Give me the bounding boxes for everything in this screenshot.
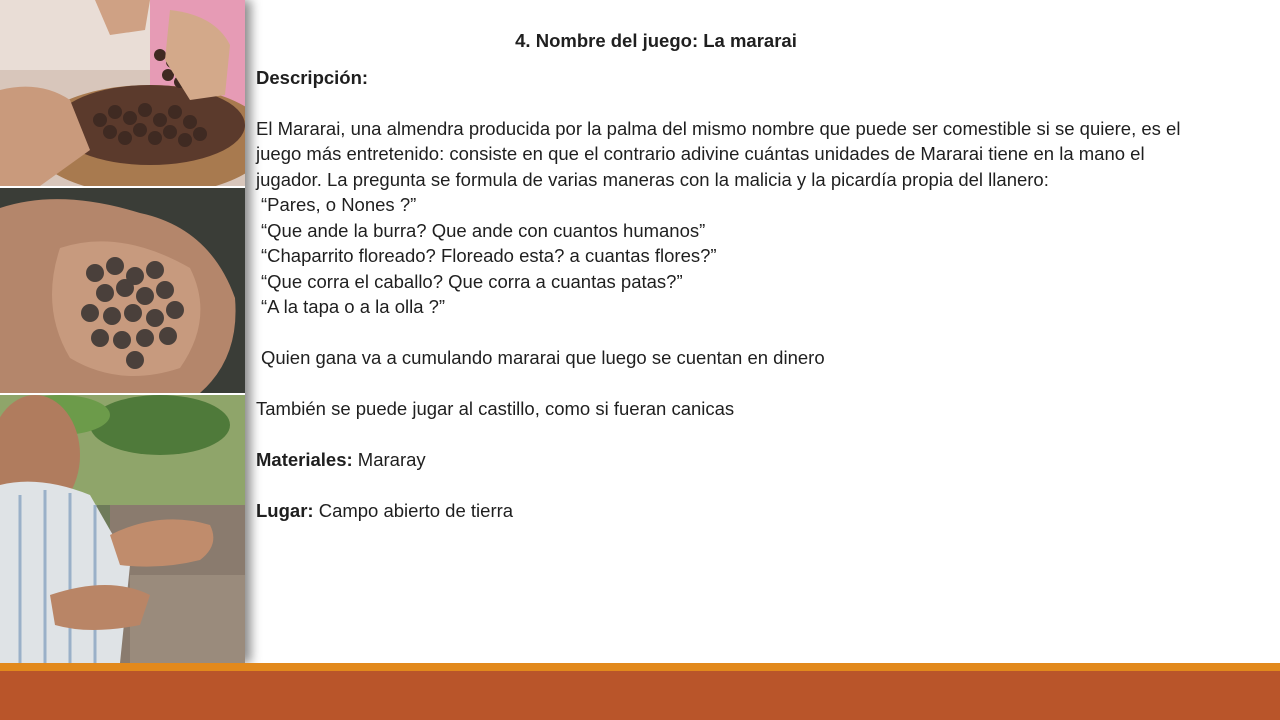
- place-label: Lugar:: [256, 500, 314, 521]
- footer-bar: [0, 663, 1280, 720]
- phrase-item: “A la tapa o a la olla ?”: [261, 296, 446, 317]
- phrase-item: “Pares, o Nones ?”: [261, 194, 417, 215]
- castle-text: También se puede jugar al castillo, como si fueran canicas: [256, 398, 735, 419]
- slide-content: [256, 28, 1196, 524]
- description-label: Descripción:: [256, 66, 369, 88]
- winner-text: Quien gana va a cumulando mararai que luego se cuentan en dinero: [261, 347, 825, 368]
- materials-line: [256, 447, 1196, 473]
- man-seeds-image: [0, 395, 245, 663]
- photo-man-seeds: [0, 395, 245, 663]
- spacer: [256, 90, 1196, 116]
- phrase-item: “Que corra el caballo? Que corra a cuantas patas?”: [261, 270, 683, 292]
- slide-title: 4. Nombre del juego: La mararai: [515, 30, 797, 51]
- materials-label: Materiales:: [256, 449, 353, 470]
- phrase-item: “Chaparrito floreado? Floreado esta? a cuantas flores?”: [261, 245, 717, 266]
- spacer: [256, 422, 1196, 448]
- spacer: [256, 371, 1196, 397]
- photo-seeds-bowl: [0, 0, 245, 186]
- photo-strip: [0, 0, 245, 663]
- place-line: [256, 498, 1196, 524]
- spacer: [256, 320, 1196, 346]
- materials-value: Mararay: [357, 449, 426, 470]
- description-text: El Mararai, una almendra producida por la palma del mismo nombre que puede ser comestible si se quiere, es el juego más entretenido: consiste en que el contrario adivine cuántas unidades de Mararai tiene en la mano el jugador. La pregunta se formula de varias maneras con la malicia y la picardía propia del llanero:: [256, 117, 1181, 190]
- phrase-item: “Que ande la burra? Que ande con cuantos humanos”: [261, 219, 706, 241]
- spacer: [256, 473, 1196, 499]
- hands-seeds-image: [0, 188, 245, 393]
- photo-hands-seeds: [0, 188, 245, 393]
- footer-accent-line: [0, 663, 1280, 671]
- seeds-bowl-image: [0, 0, 245, 186]
- place-value: Campo abierto de tierra: [318, 500, 514, 521]
